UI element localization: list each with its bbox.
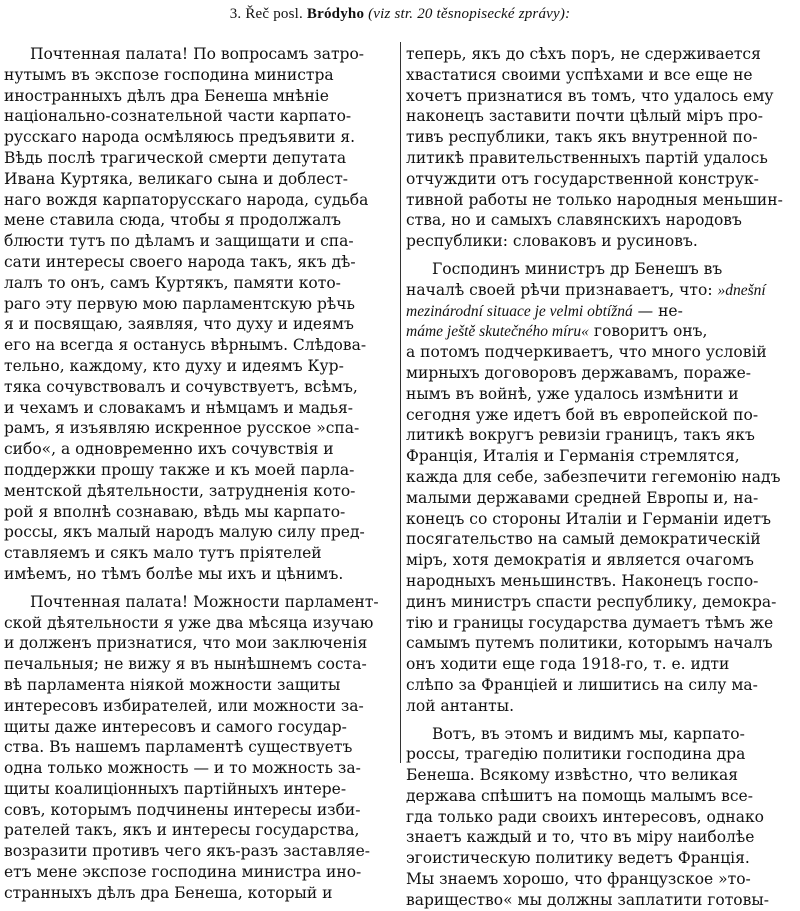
- text-line: знаетъ каждый и то, что въ міру наиболѣе: [406, 828, 755, 847]
- text-line: сати интересы своего народа такъ, якъ дѣ-: [4, 252, 356, 271]
- text-line: литикѣ правительственныхъ партій удалось: [406, 148, 768, 167]
- text-line: Бенеша. Всякому извѣстно, что великая: [406, 766, 739, 785]
- text-line: иностранныхъ дѣлъ дра Бенеша мнѣніе: [4, 86, 329, 105]
- text-line: ской дѣятельности я уже два мѣсяца изучаю: [4, 613, 374, 632]
- text-line: міръ, хотя демократія и является очагомъ: [406, 551, 754, 570]
- text-line: я и посвящаю, заявляя, что духу и идеямъ: [4, 315, 354, 334]
- text-line: вѣ парламента ніякой можности защиты: [4, 675, 341, 694]
- text-line: совъ, которымъ подчинены интересы изби-: [4, 800, 361, 819]
- text-line: Вотъ, въ этомъ и видимъ мы, карпато-: [432, 724, 745, 743]
- text-line: Вѣдь послѣ трагической смерти депутата: [4, 148, 347, 167]
- text-line: наконецъ заставити почти цѣлый міръ про-: [406, 107, 763, 126]
- column-divider: [400, 42, 401, 763]
- text-line: хвастатися своими успѣхами и все еще не: [406, 65, 753, 84]
- speaker-name: Bródyho: [306, 6, 365, 22]
- text-line: раго эту первую мою парламентскую рѣчь: [4, 294, 355, 313]
- text-line: республики: словаковъ и русиновъ.: [406, 232, 698, 251]
- text-run: началѣ своей рѣчи признаваетъ, что:: [406, 280, 713, 299]
- text-line: онъ ходити еще года 1918-го, т. е. идти: [406, 655, 730, 674]
- text-line: наго вождя карпаторусскаго народа, судьба: [4, 190, 369, 209]
- text-line: варищество« мы должны заплатити готовы-: [406, 890, 769, 909]
- text-line: ства. Въ нашемъ парламентѣ существуетъ: [4, 738, 353, 757]
- text-line: мене ставила сюда, чтобы я продолжалъ: [4, 211, 342, 230]
- text-line: возразити противъ чего якъ-разъ заставляе-: [4, 842, 371, 861]
- text-line: слѣпо за Франціей и лишитись на силу ма-: [406, 675, 758, 694]
- text-line: гда только ради своихъ интересовъ, однако: [406, 807, 764, 826]
- text-line: тяка сочувствовалъ и сочувствуетъ, всѣмъ,: [4, 377, 358, 396]
- czech-quote: »dnešní: [717, 281, 766, 299]
- text-line: нымъ въ войнѣ, уже удалось измѣнити и: [406, 384, 739, 403]
- text-run: — не-: [637, 301, 683, 320]
- text-line: етъ мене экспозе господина министра ино-: [4, 863, 362, 882]
- text-line: рамъ, я изъявляю искренное русское »спа-: [4, 419, 360, 438]
- text-line: мирныхъ договоровъ державамъ, пораже-: [406, 363, 752, 382]
- text-line: блюсти тутъ по дѣламъ и защищати и спа-: [4, 232, 354, 251]
- text-line: тивъ республики, такъ якъ внутренной по-: [406, 128, 758, 147]
- text-line: интересовъ избирателей, или можности за-: [4, 696, 364, 715]
- text-line: а потомъ подчеркиваетъ, что много условій: [406, 343, 767, 362]
- text-line: теперь, якъ до сѣхъ поръ, не сдерживается: [406, 45, 761, 63]
- text-run: говоритъ онъ,: [593, 322, 708, 341]
- czech-quote: máme ještě skutečného míru«: [406, 323, 589, 341]
- text-line: рой я вполнѣ сознаваю, вѣдь мы карпато-: [4, 502, 346, 521]
- text-line: странныхъ дѣлъ дра Бенеша, который и: [4, 883, 333, 902]
- text-line: эгоистическую политику ведетъ Франція.: [406, 849, 750, 868]
- text-line: щиты коалиціонныхъ партійныхъ интере-: [4, 779, 347, 798]
- right-column: [406, 44, 800, 911]
- text-line: хочетъ признатися въ томъ, что удалось ему: [406, 86, 774, 105]
- text-line: сегодня уже идетъ бой въ европейской по-: [406, 405, 759, 424]
- transcript-reference: (viz str. 20 těsnopisecké zprávy):: [368, 6, 571, 22]
- text-line: щиты даже интересовъ и самого государ-: [4, 717, 347, 736]
- text-line: конецъ со стороны Италіи и Германіи идетъ: [406, 509, 771, 528]
- text-line: Почтенная палата! По вопросамъ затро-: [30, 45, 365, 63]
- text-line: сибо«, а одновременно ихъ сочувствія и: [4, 440, 334, 459]
- text-line: и долженъ признатися, что мои заключенія: [4, 634, 368, 653]
- text-line: тельно, каждому, кто духу и идеямъ Кур-: [4, 356, 344, 375]
- text-line: Мы знаемъ хорошо, что французское »то-: [406, 870, 751, 889]
- text-line: тивной работы не только народныя меньшин-: [406, 190, 783, 209]
- text-line: народныхъ меньшинствъ. Наконецъ госпо-: [406, 571, 759, 590]
- text-line: самымъ путемъ политики, которымъ началъ: [406, 634, 773, 653]
- text-line: россы, якъ малый народъ малую силу пред-: [4, 523, 365, 542]
- text-line: малыми державами средней Европы и, на-: [406, 488, 759, 507]
- left-column: [4, 44, 394, 904]
- text-line: держава спѣшитъ на помощь малымъ все-: [406, 786, 753, 805]
- text-line: Ивана Куртяка, великаго сына и доблест-: [4, 169, 349, 188]
- text-line: Почтенная палата! Можности парламент-: [30, 592, 379, 611]
- text-line: рателей такъ, якъ и интересы государства,: [4, 821, 360, 840]
- text-line: поддержки прошу также и къ моей парла-: [4, 460, 355, 479]
- text-line: россы, трагедію политики господина дра: [406, 745, 746, 764]
- text-line: нутымъ въ экспозе господина министра: [4, 65, 334, 84]
- text-line: ментской дѣятельности, затрудненія кото-: [4, 481, 356, 500]
- text-line: тію и границы государства думаетъ тѣмъ же: [406, 613, 774, 632]
- text-line: [406, 321, 800, 342]
- text-line: національно-сознательной части карпато-: [4, 107, 352, 126]
- text-line: и чехамъ и словакамъ и нѣмцамъ и мадья-: [4, 398, 353, 417]
- speech-label: 3. Řeč posl.: [229, 6, 303, 22]
- text-line: лой антанты.: [406, 696, 514, 715]
- text-line: его на всегда я останусь вѣрнымъ. Слѣдова-: [4, 336, 367, 355]
- text-line: лалъ то онъ, самъ Куртякъ, памяти кото-: [4, 273, 341, 292]
- text-line: имѣемъ, но тѣмъ болѣе мы ихъ и цѣнимъ.: [4, 564, 344, 583]
- text-line: русскаго народа осмѣляюсь предъявити я.: [4, 128, 356, 147]
- text-line: ставляемъ и сякъ мало тутъ пріятелей: [4, 544, 322, 563]
- text-line: литикѣ вокругъ ревизіи границъ, такъ якъ: [406, 426, 755, 445]
- text-line: печальныя; не вижу я въ нынѣшнемъ соста-: [4, 655, 367, 674]
- text-line: ства, но и самыхъ славянскихъ народовъ: [406, 211, 742, 230]
- text-line: [406, 280, 800, 301]
- text-line: Господинъ министръ др Бенешъ въ: [432, 259, 723, 278]
- text-line: [406, 301, 800, 322]
- text-line: посягательство на самый демократическій: [406, 530, 761, 549]
- text-line: отчуждити отъ государственной конструк-: [406, 169, 759, 188]
- text-line: динъ министръ спасти республику, демокра-: [406, 592, 777, 611]
- czech-quote: mezinárodní situace je velmi obtížná: [406, 302, 633, 320]
- speech-heading: [0, 4, 800, 24]
- text-line: кажда для себе, забезпечити гегемонію надъ: [406, 467, 781, 486]
- text-line: одна только можность — и то можность за-: [4, 759, 361, 778]
- text-line: Франція, Италія и Германія стремлятся,: [406, 447, 740, 466]
